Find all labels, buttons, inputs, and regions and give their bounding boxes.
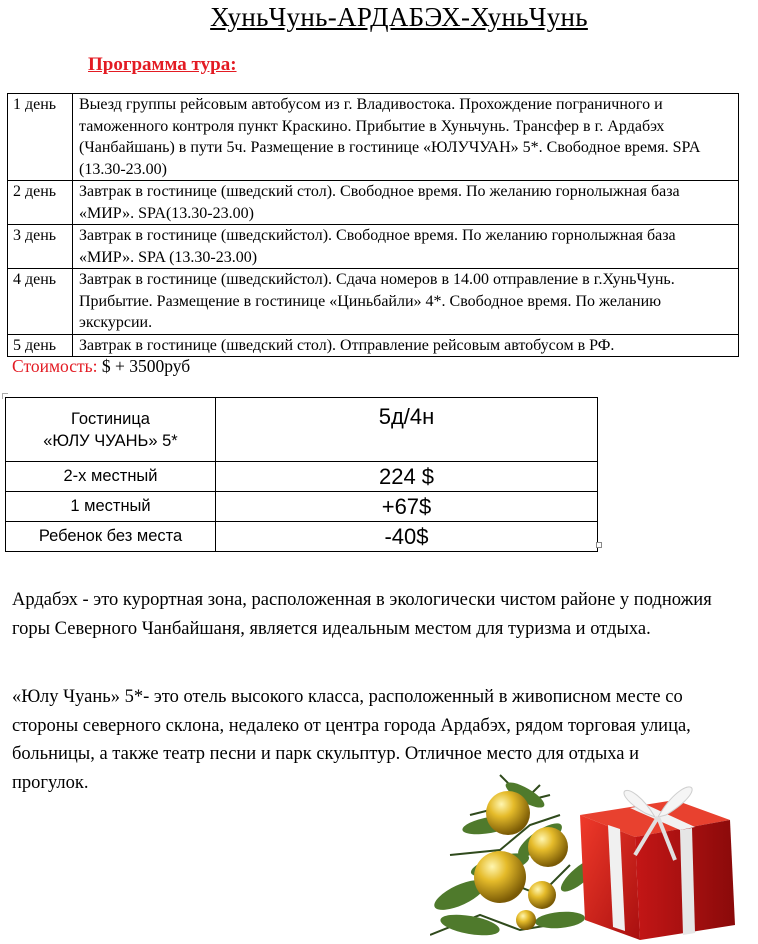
program-day: 3 день	[8, 225, 73, 269]
program-day: 5 день	[8, 334, 73, 357]
cost-line	[12, 356, 190, 377]
price-table	[5, 397, 598, 552]
program-table	[7, 93, 739, 357]
room-type: Ребенок без места	[6, 522, 216, 552]
program-description: Выезд группы рейсовым автобусом из г. Владивостока. Прохождение пограничного и таможенного контроля пункт Краскино. Прибытие в Хуньчунь. Трансфер в г. Ардабэх (Чанбайшань) в пути 5ч. Размещение в гостинице «ЮЛУЧУАН» 5*. Свободное время. SPA (13.30-23.00)	[73, 94, 739, 181]
program-day: 1 день	[8, 94, 73, 181]
hotel-name: «ЮЛУ ЧУАНЬ» 5*	[43, 431, 178, 450]
program-day: 4 день	[8, 269, 73, 335]
description-paragraph-resort: Ардабэх - это курортная зона, расположенная в экологически чистом районе у подножия горы Северного Чанбайшаня, является идеальным местом для туризма и отдыха.	[12, 590, 712, 639]
program-description: Завтрак в гостинице (шведский стол). Свободное время. По желанию горнолыжная база «МИР». SPA(13.30-23.00)	[73, 181, 739, 225]
program-day: 2 день	[8, 181, 73, 225]
room-type: 1 местный	[6, 492, 216, 522]
program-row	[8, 94, 739, 181]
christmas-gift-illustration	[430, 755, 758, 944]
program-row	[8, 269, 739, 335]
program-row	[8, 334, 739, 357]
room-type: 2-х местный	[6, 462, 216, 492]
program-description: Завтрак в гостинице (шведскийстол). Сдача номеров в 14.00 отправление в г.ХуньЧунь. Прибытие. Размещение в гостинице «Циньбайли» 4*. Свободное время. По желанию экскурсии.	[73, 269, 739, 335]
cost-value: $ + 3500руб	[97, 356, 191, 376]
duration-header: 5д/4н	[216, 398, 598, 462]
program-heading: Программа тура:	[88, 54, 237, 75]
room-price: +67$	[216, 492, 598, 522]
room-price: -40$	[216, 522, 598, 552]
description-paragraph-hotel: «Юлу Чуань» 5*- это отель высокого класса, расположенный в живописном месте со стороны северного склона, недалеко от центра города Ардабэх, рядом торговая улица, больницы, а также театр песни и парк скульптур. Отличное место для отдыха и прогулок.	[12, 687, 691, 793]
table-resize-handle[interactable]	[596, 542, 602, 548]
hotel-name-cell	[6, 398, 216, 462]
hotel-label: Гостиница	[71, 409, 150, 428]
program-row	[8, 181, 739, 225]
price-header-row	[6, 398, 598, 462]
price-row	[6, 492, 598, 522]
price-row	[6, 522, 598, 552]
program-row	[8, 225, 739, 269]
price-row	[6, 462, 598, 492]
program-description: Завтрак в гостинице (шведскийстол). Свободное время. По желанию горнолыжная база «МИР». SPA (13.30-23.00)	[73, 225, 739, 269]
gift-box-icon	[580, 787, 735, 940]
cost-label: Стоимость:	[12, 356, 98, 376]
document-title: ХуньЧунь-АРДАБЭХ-ХуньЧунь	[210, 2, 588, 32]
program-description: Завтрак в гостинице (шведский стол). Отправление рейсовым автобусом в РФ.	[73, 334, 739, 357]
room-price: 224 $	[216, 462, 598, 492]
